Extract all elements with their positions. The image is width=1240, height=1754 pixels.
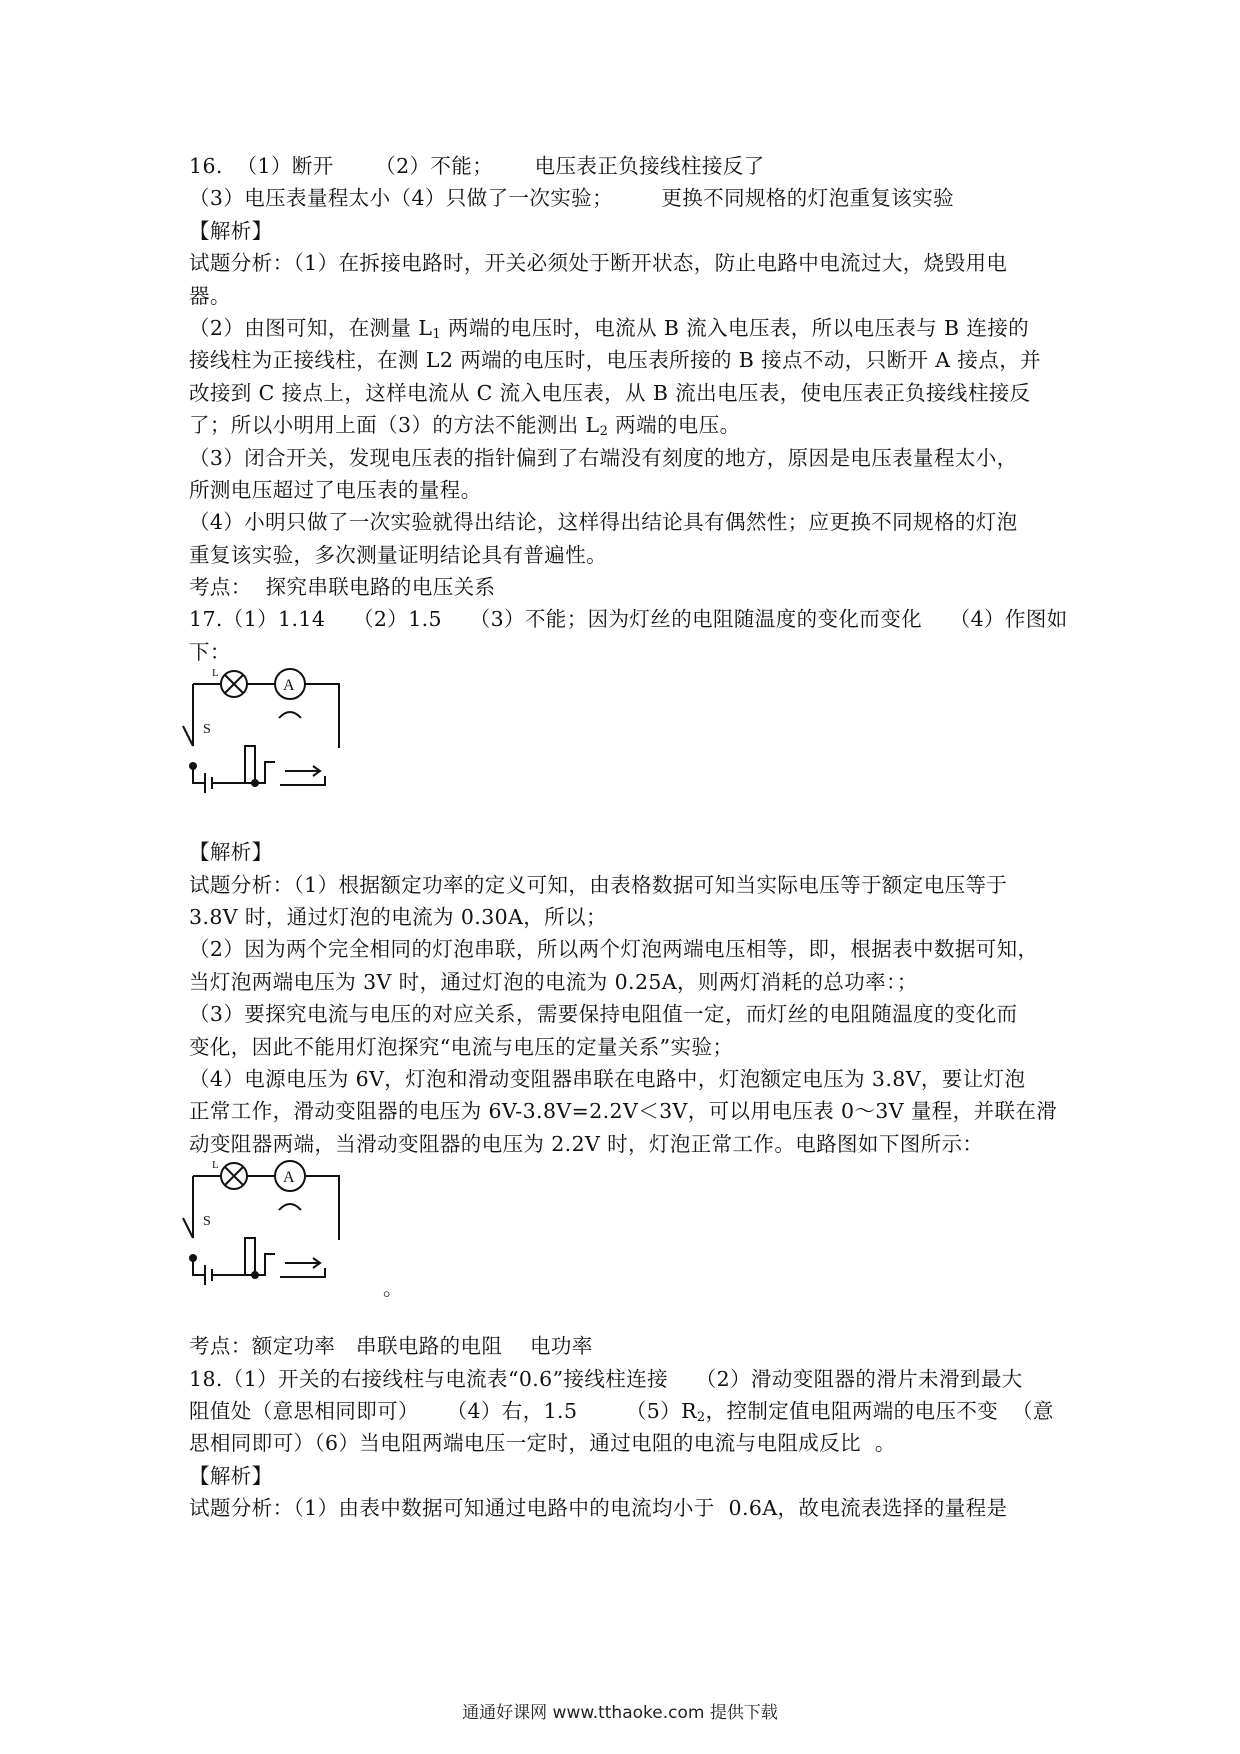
q16-analysis-heading: 【解析】 bbox=[189, 218, 273, 243]
q16-analysis-line: （3）闭合开关，发现电压表的指针偏到了右端没有刻度的地方，原因是电压表量程太小， bbox=[189, 445, 1018, 470]
switch-label: S bbox=[203, 722, 211, 738]
document-body bbox=[189, 150, 1069, 1525]
subscript: 1 bbox=[432, 326, 442, 342]
q17-analysis-line: 变化，因此不能用灯泡探究“电流与电压的定量关系”实验； bbox=[189, 1034, 734, 1059]
subscript: 2 bbox=[599, 424, 609, 440]
q17-analysis-line: 当灯泡两端电压为 3V 时，通过灯泡的电流为 0.25A，则两灯消耗的总功率：； bbox=[189, 969, 918, 994]
q16-analysis-line: 接线柱为正接线柱，在测 L2 两端的电压时，电压表所接的 B 接点不动，只断开 A 接点，并 bbox=[189, 348, 1042, 373]
q18-answer-line-2: 阻值处（意思相同即可） （4）右，1.5 $(5)R_2$，控制定值电阻两端的电压不变 （意 bbox=[189, 1398, 1054, 1425]
q16-answer-line-2: （3）电压表量程太小（4）只做了一次实验； 更换不同规格的灯泡重复该实验 bbox=[189, 186, 954, 211]
q16-analysis-line: （4）小明只做了一次实验就得出结论，这样得出结论具有偶然性；应更换不同规格的灯泡 bbox=[189, 510, 1018, 535]
q17-analysis-line: （3）要探究电流与电压的对应关系，需要保持电阻值一定，而灯丝的电阻随温度的变化而 bbox=[189, 1002, 1018, 1027]
q17-analysis-line: 动变阻器两端，当滑动变阻器的电压为 2.2V 时，灯泡正常工作。电路图如下图所示： bbox=[189, 1131, 984, 1156]
q18-analysis-heading: 【解析】 bbox=[189, 1463, 273, 1488]
lamp-label: L bbox=[212, 1160, 219, 1172]
q17-answer-line-1: 17.（1）1.14 （2）1.5 （3）不能；因为灯丝的电阻随温度的变化而变化 （4）作图如 bbox=[189, 607, 1068, 632]
lamp-label: L bbox=[212, 668, 219, 680]
q16-answer-line-1: 16. （1）断开 （2）不能； 电压表正负接线柱接反了 bbox=[189, 154, 765, 178]
page-footer: 通通好课网 www.tthaoke.com 提供下载 bbox=[462, 1703, 778, 1723]
q18-answer-line-3: 思相同即可）（6）当电阻两端电压一定时，通过电阻的电流与电阻成反比 。 bbox=[189, 1431, 896, 1456]
q16-analysis-line: 重复该实验，多次测量证明结论具有普遍性。 bbox=[189, 542, 607, 567]
q16-analysis-line: 了；所以小明用上面（3）的方法不能测出 $L_2$ 两端的电压。 bbox=[189, 413, 741, 440]
ammeter-label: A bbox=[283, 1169, 295, 1187]
subscript: 2 bbox=[696, 1409, 706, 1425]
circuit-diagram-2 bbox=[179, 1160, 379, 1300]
q17-analysis-line: 3.8V 时，通过灯泡的电流为 0.30A，所以； bbox=[189, 905, 607, 930]
switch-label: S bbox=[203, 1214, 211, 1230]
q17-answer-line-2: 下： bbox=[189, 639, 231, 664]
q16-analysis-line: 器。 bbox=[189, 283, 231, 308]
q16-analysis-line: 所测电压超过了电压表的量程。 bbox=[189, 477, 482, 502]
q18-answer-line-1: 18.（1）开关的右接线柱与电流表“0.6”接线柱连接 （2）滑动变阻器的滑片未滑到最大 bbox=[189, 1366, 1023, 1391]
q17-analysis-heading: 【解析】 bbox=[189, 840, 273, 865]
q18-analysis-line: 试题分析：（1）由表中数据可知通过电路中的电流均小于 0.6A，故电流表选择的量程是 bbox=[189, 1496, 1008, 1521]
q16-knowledge-point: 考点： 探究串联电路的电压关系 bbox=[189, 575, 496, 600]
q17-analysis-line: （4）电源电压为 6V，灯泡和滑动变阻器串联在电路中，灯泡额定电压为 3.8V，要让灯泡 bbox=[189, 1066, 1026, 1091]
q17-analysis-line: （2）因为两个完全相同的灯泡串联，所以两个灯泡两端电压相等，即，根据表中数据可知， bbox=[189, 937, 1039, 962]
q17-knowledge-point: 考点：额定功率 串联电路的电阻 电功率 bbox=[189, 1334, 593, 1359]
q16-analysis-line: （2）由图可知，在测量 $L_1$ 两端的电压时，电流从 B 流入电压表，所以电压表与 B 连接的 bbox=[189, 315, 1030, 342]
q16-analysis-line: 改接到 C 接点上，这样电流从 C 流入电压表，从 B 流出电压表，使电压表正负接线柱接反 bbox=[189, 380, 1031, 405]
q17-analysis-line: 正常工作，滑动变阻器的电压为 6V-3.8V=2.2V＜3V，可以用电压表 0～3V 量程，并联在滑 bbox=[189, 1099, 1058, 1124]
q17-analysis-line: 试题分析：（1）根据额定功率的定义可知，由表格数据可知当实际电压等于额定电压等于 bbox=[189, 872, 1008, 897]
ammeter-label: A bbox=[283, 677, 295, 695]
circuit-diagram-1 bbox=[179, 668, 379, 808]
q16-analysis-line: 试题分析：（1）在拆接电路时，开关必须处于断开状态，防止电路中电流过大，烧毁用电 bbox=[189, 251, 1008, 276]
diagram-period: 。 bbox=[383, 1276, 403, 1301]
